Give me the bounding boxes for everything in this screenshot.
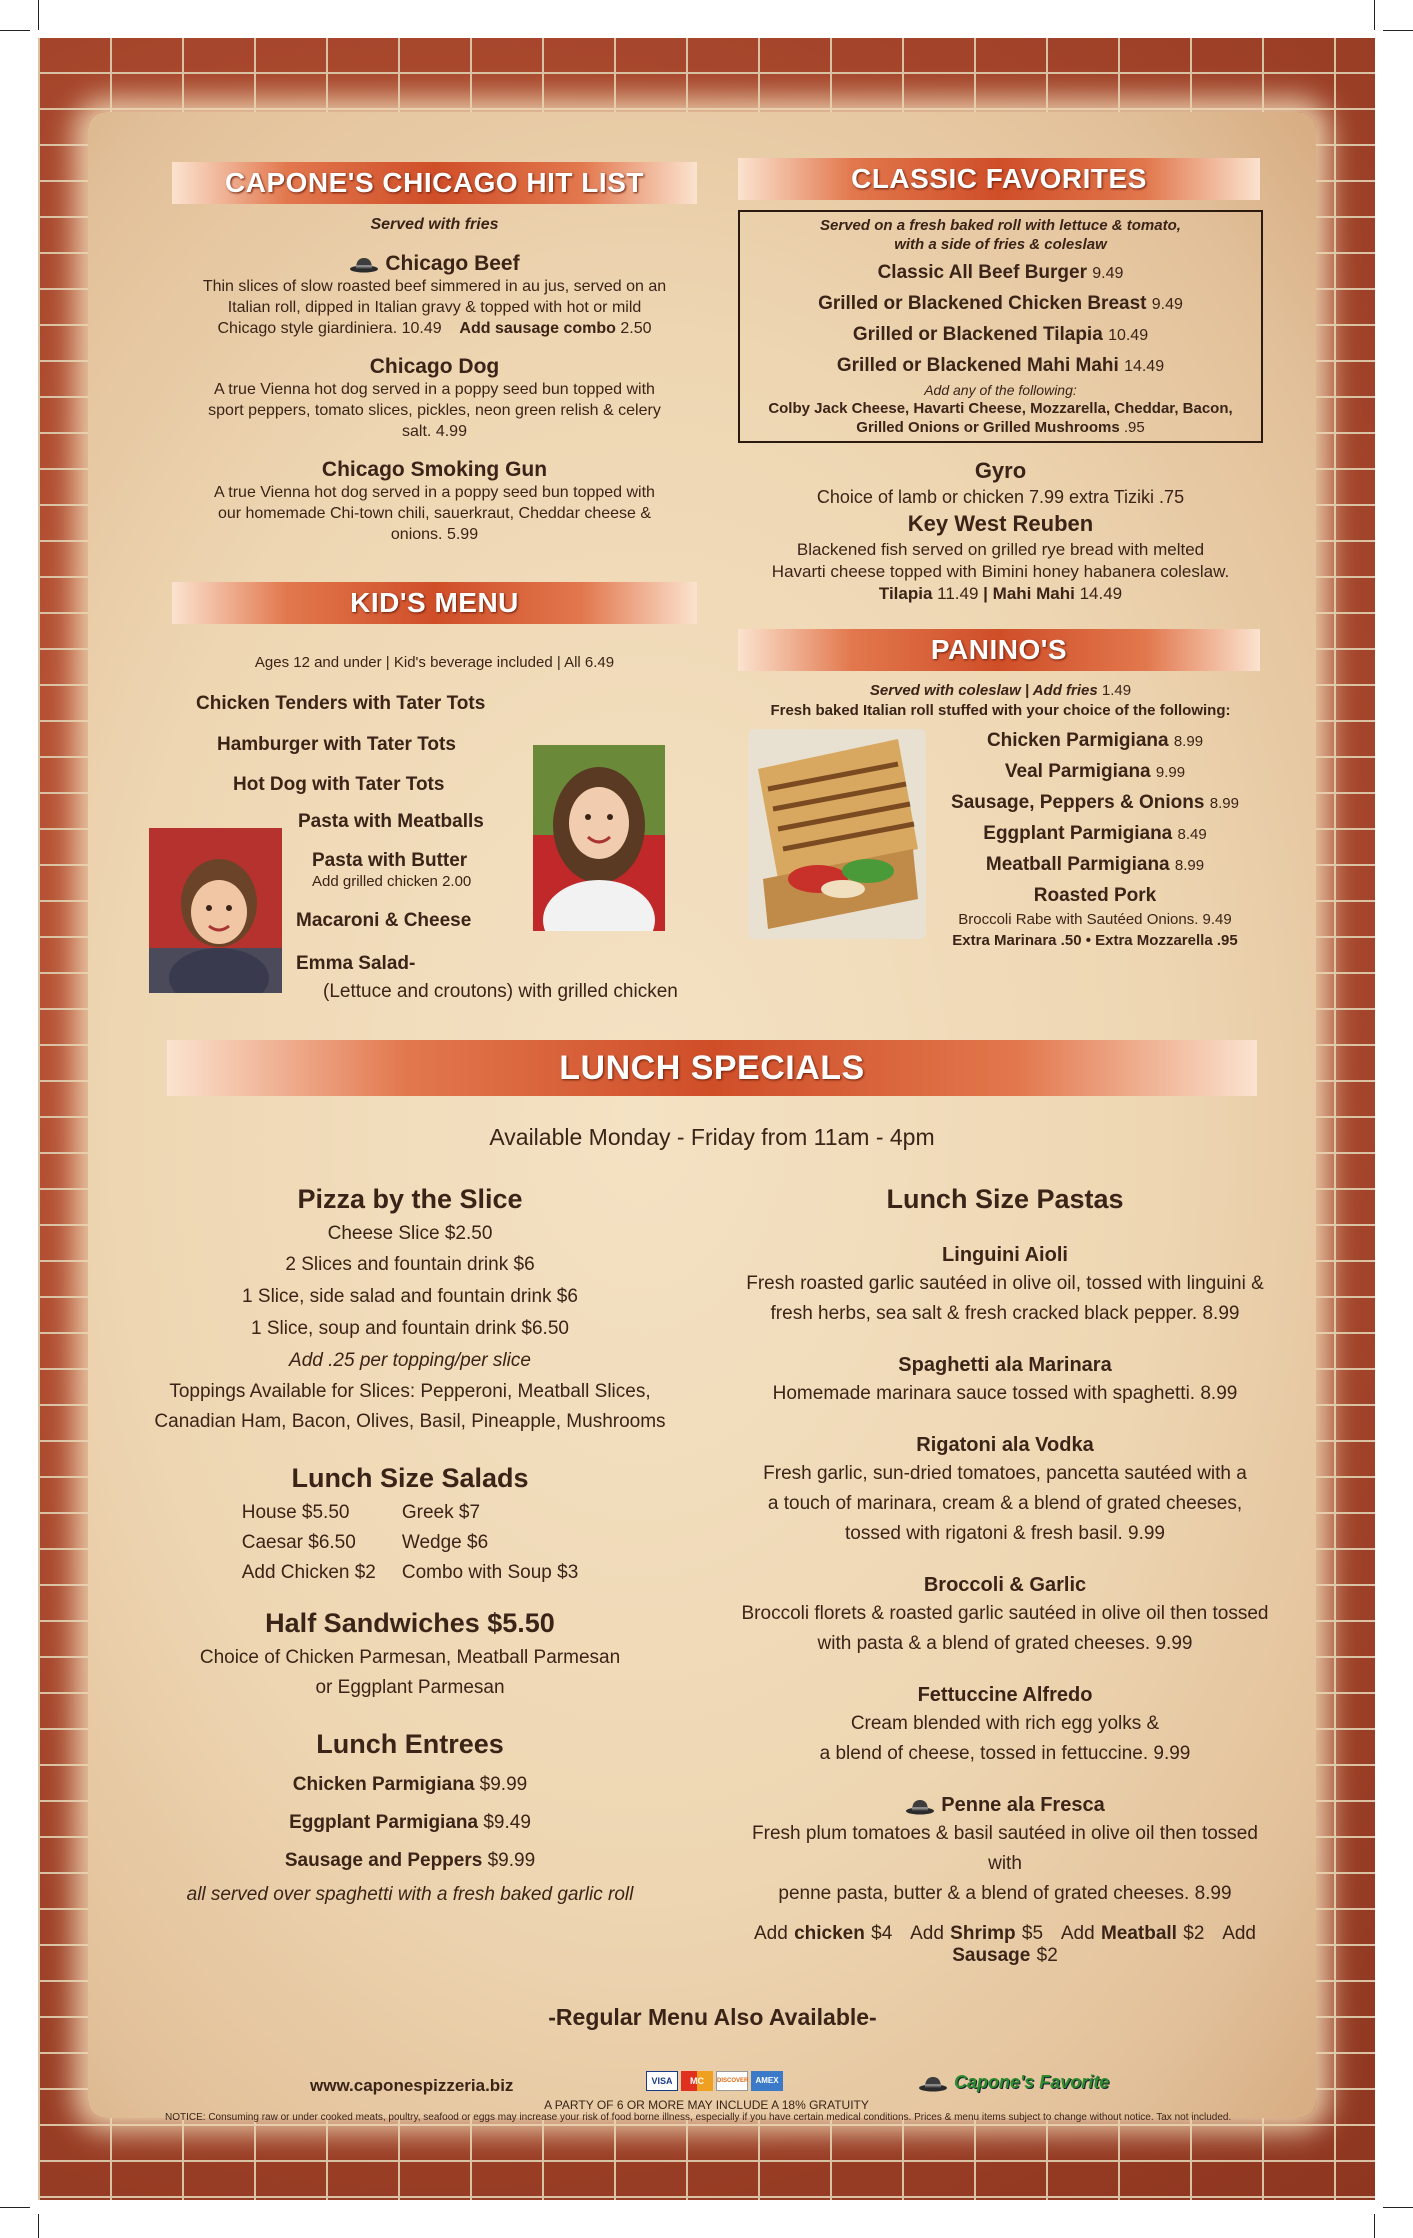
item-price: 8.99 [1209, 795, 1239, 812]
pasta-desc: Fresh roasted garlic sautéed in olive oil, tossed with linguini & [746, 1273, 1264, 1294]
favorite-label: Capone's Favorite [954, 2072, 1110, 2092]
addon-name: Shrimp [950, 1923, 1016, 1944]
girl-portrait-image [149, 828, 282, 993]
crop-mark [1374, 0, 1375, 30]
entrees-note: all served over spaghetti with a fresh baked garlic roll [186, 1884, 634, 1905]
amex-card-icon: AMEX [751, 2071, 783, 2091]
pasta-name: Broccoli & Garlic [923, 1574, 1087, 1596]
kids-banner: KID'S MENU [172, 582, 697, 624]
lunch-right-column [735, 1166, 1275, 1967]
crop-mark [1383, 2207, 1413, 2208]
pasta-desc: Fresh garlic, sun-dried tomatoes, pancetta sautéed with a [763, 1463, 1247, 1484]
pasta-name: Rigatoni ala Vodka [916, 1434, 1094, 1456]
item-description: A true Vienna hot dog served in a poppy seed bun topped with sport peppers, tomato slices, pickles, neon green relish & celery salt. 4.99 [208, 381, 661, 440]
salads-title: Lunch Size Salads [291, 1463, 529, 1493]
regular-menu-note: -Regular Menu Also Available- [548, 2004, 877, 2030]
kids-item: Hot Dog with Tater Tots [233, 774, 445, 795]
pasta-addons [735, 1923, 1275, 1967]
pasta-name: Penne ala Fresca [941, 1794, 1105, 1816]
item-price: 14.49 [1124, 358, 1165, 375]
addons-list: Colby Jack Cheese, Havarti Cheese, Mozzarella, Cheddar, Bacon, [768, 400, 1233, 417]
kids-item-note: (Lettuce and croutons) with grilled chicken [323, 981, 678, 1002]
addon-price: $2 [1036, 1945, 1058, 1966]
addon-price: $4 [871, 1923, 893, 1944]
separator: | [983, 584, 988, 603]
payment-cards [646, 2071, 783, 2091]
kids-item: Emma Salad- [296, 953, 416, 974]
pasta-desc: Cream blended with rich egg yolks & [850, 1713, 1160, 1734]
salad-option: House $5.50 [241, 1502, 350, 1523]
salad-option: Combo with Soup $3 [401, 1562, 579, 1583]
pork-desc: Broccoli Rabe with Sautéed Onions. 9.49 [958, 911, 1232, 928]
item-price: 9.49 [1151, 296, 1183, 313]
classic-subtitle: Served on a fresh baked roll with lettuce & tomato, [820, 217, 1181, 234]
price-label: Tilapia [878, 584, 933, 603]
pasta-desc: with pasta & a blend of grated cheeses. 9.99 [817, 1633, 1193, 1654]
classic-item [740, 320, 1261, 351]
reuben-desc: Blackened fish served on grilled rye bread with melted [796, 540, 1205, 559]
classic-item [740, 258, 1261, 289]
hit-list-banner: CAPONE'S CHICAGO HIT LIST [172, 162, 697, 204]
paninos-banner: PANINO'S [738, 629, 1260, 671]
paninos-subtitle [738, 682, 1263, 699]
item-desc-text: Thin slices of slow roasted beef simmered in au jus, served on an Italian roll, dipped in Italian gravy & topped with hot or mild Chicago style giardiniera. 10.49 [202, 278, 667, 337]
hit-list-subtitle: Served with fries [370, 216, 499, 233]
pizza-line: Cheese Slice $2.50 [327, 1223, 493, 1244]
panino-item [930, 850, 1260, 881]
item-extra: Add sausage combo [459, 320, 616, 337]
kids-item-note: Add grilled chicken 2.00 [312, 873, 472, 890]
item-price: 9.99 [1155, 764, 1186, 781]
item-name: Chicago Beef [385, 252, 520, 275]
pasta-desc: a blend of cheese, tossed in fettuccine. 9.99 [819, 1743, 1191, 1764]
item-name: Sausage and Peppers [284, 1850, 483, 1871]
item-price: $9.99 [479, 1774, 528, 1795]
gyro-title: Gyro [974, 458, 1027, 483]
item-name: Chicken Parmigiana [292, 1774, 475, 1795]
addon-prefix: Add [1060, 1923, 1095, 1944]
pasta-desc: a touch of marinara, cream & a blend of grated cheeses, [767, 1493, 1243, 1514]
kids-item: Macaroni & Cheese [296, 910, 472, 931]
addons-label: Add any of the following: [924, 382, 1077, 398]
reuben-title: Key West Reuben [907, 511, 1094, 536]
pasta-name: Spaghetti ala Marinara [898, 1354, 1112, 1376]
toppings-list: Canadian Ham, Bacon, Olives, Basil, Pineapple, Mushrooms [154, 1411, 666, 1432]
addons-price: .95 [1123, 419, 1145, 436]
lunch-availability: Available Monday - Friday from 11am - 4pm [489, 1124, 935, 1150]
addon-prefix: Add [910, 1923, 944, 1944]
gyro-reuben-section [738, 457, 1263, 605]
item-name: Grilled or Blackened Mahi Mahi [836, 355, 1119, 376]
price-value: 11.49 [937, 584, 979, 603]
item-price: 10.49 [1108, 327, 1149, 344]
capones-favorite-badge [918, 2072, 1109, 2093]
fedora-hat-icon [905, 1797, 935, 1815]
fedora-hat-icon [918, 2074, 948, 2092]
pasta-desc: fresh herbs, sea salt & fresh cracked black pepper. 8.99 [770, 1303, 1240, 1324]
item-name: Veal Parmigiana [1004, 761, 1151, 782]
item-name: Eggplant Parmigiana [983, 823, 1173, 844]
addons-text: Grilled Onions or Grilled Mushrooms [856, 419, 1120, 436]
pasta-desc: Broccoli florets & roasted garlic sautéed in olive oil then tossed [741, 1603, 1269, 1624]
subtitle-price: 1.49 [1101, 682, 1132, 699]
toppings-list: Toppings Available for Slices: Pepperoni, Meatball Slices, [169, 1381, 651, 1402]
paninos-list [930, 726, 1260, 953]
discover-card-icon: DISCOVER [716, 2071, 748, 2091]
lunch-banner: LUNCH SPECIALS [167, 1040, 1257, 1096]
reuben-prices [738, 583, 1263, 605]
item-price: 8.49 [1177, 826, 1207, 843]
sandwiches-title: Half Sandwiches $5.50 [265, 1608, 555, 1638]
item-name: Chicago Dog [369, 355, 500, 378]
salad-option: Wedge $6 [401, 1532, 489, 1553]
pasta-desc: Homemade marinara sauce tossed with spaghetti. 8.99 [772, 1383, 1238, 1404]
salad-option: Add Chicken $2 [241, 1562, 376, 1583]
kids-item: Pasta with Butter [312, 850, 468, 871]
kids-item: Chicken Tenders with Tater Tots [196, 693, 486, 714]
item-price: 8.99 [1173, 733, 1204, 750]
panini-sandwich-image [748, 729, 926, 939]
item-name: Grilled or Blackened Chicken Breast [818, 293, 1147, 314]
panino-item [930, 757, 1260, 788]
salad-option: Greek $7 [401, 1502, 481, 1523]
lunch-left-column [150, 1166, 670, 1910]
item-name: Chicago Smoking Gun [321, 458, 548, 481]
gratuity-note: A PARTY OF 6 OR MORE MAY INCLUDE A 18% GRATUITY [544, 2098, 869, 2112]
girl-photo-large [533, 745, 665, 931]
panino-item [930, 881, 1260, 911]
addon-price: $2 [1183, 1923, 1205, 1944]
item-price: 9.49 [1092, 265, 1124, 282]
entree-item [150, 1766, 670, 1804]
crop-mark [0, 2207, 30, 2208]
pizza-line: 1 Slice, side salad and fountain drink $6 [242, 1286, 578, 1307]
panino-extras: Extra Marinara .50 • Extra Mozzarella .95 [952, 932, 1238, 949]
item-price: $9.99 [487, 1850, 536, 1871]
item-name: Roasted Pork [1033, 885, 1157, 906]
item-name: Meatball Parmigiana [985, 854, 1170, 875]
salads-grid [150, 1498, 670, 1588]
item-name: Chicken Parmigiana [986, 730, 1169, 751]
mastercard-icon: MC [681, 2071, 713, 2091]
website-link[interactable]: www.caponespizzeria.biz [310, 2076, 514, 2095]
item-name: Sausage, Peppers & Onions [951, 792, 1205, 813]
item-name: Grilled or Blackened Tilapia [852, 324, 1103, 345]
addon-name: Meatball [1100, 1923, 1177, 1944]
entrees-title: Lunch Entrees [316, 1729, 504, 1759]
salads-left-col [242, 1498, 376, 1588]
item-name: Eggplant Parmigiana [289, 1812, 479, 1833]
pasta-title-row [735, 1791, 1275, 1819]
classic-item [740, 351, 1261, 382]
price-label: Mahi Mahi [992, 584, 1075, 603]
item-name: Classic All Beef Burger [877, 262, 1087, 283]
addons-list [740, 418, 1261, 437]
reuben-desc: Havarti cheese topped with Bimini honey habanera coleslaw. [771, 562, 1230, 581]
entree-item [150, 1804, 670, 1842]
panino-item [930, 788, 1260, 819]
item-extra-price: 2.50 [620, 320, 652, 337]
kids-subtitle: Ages 12 and under | Kid's beverage included | All 6.49 [254, 654, 615, 671]
pizza-title: Pizza by the Slice [297, 1184, 523, 1214]
pasta-desc: tossed with rigatoni & fresh basil. 9.99 [844, 1523, 1165, 1544]
kids-item: Hamburger with Tater Tots [217, 734, 456, 755]
entree-item [150, 1842, 670, 1880]
item-description [172, 276, 697, 339]
item-price: $9.49 [483, 1812, 531, 1833]
hit-list-section [172, 216, 697, 545]
classic-banner: CLASSIC FAVORITES [738, 158, 1260, 200]
price-value: 14.49 [1079, 584, 1123, 603]
pizza-line: 1 Slice, soup and fountain drink $6.50 [251, 1318, 569, 1339]
classic-subtitle: with a side of fries & coleslaw [894, 236, 1107, 253]
addon-name: Sausage [952, 1945, 1031, 1966]
subtitle-text: Served with coleslaw | Add fries [869, 682, 1098, 699]
pasta-name: Fettuccine Alfredo [917, 1684, 1093, 1706]
paninos-subtitle: Fresh baked Italian roll stuffed with your choice of the following: [770, 702, 1231, 719]
crop-mark [38, 2214, 39, 2238]
salads-right-col [402, 1498, 578, 1588]
item-price: 8.99 [1174, 857, 1205, 874]
health-notice: NOTICE: Consuming raw or under cooked meats, poultry, seafood or eggs may increase your risk of food borne illness, especially if you have certain medical conditions. Prices & menu items subject to change without notice. Tax not included. [165, 2112, 1232, 2123]
addon-price: $5 [1021, 1923, 1044, 1944]
girl-portrait-image [533, 745, 665, 931]
classic-box [738, 210, 1263, 443]
pasta-desc: penne pasta, butter & a blend of grated cheeses. 8.99 [778, 1883, 1232, 1904]
sandwiches-desc: or Eggplant Parmesan [315, 1677, 505, 1698]
gyro-desc: Choice of lamb or chicken 7.99 extra Tiziki .75 [816, 487, 1185, 507]
kids-item: Pasta with Meatballs [298, 811, 484, 832]
pastas-title: Lunch Size Pastas [886, 1184, 1124, 1214]
salad-option: Caesar $6.50 [241, 1532, 356, 1553]
pizza-line: 2 Slices and fountain drink $6 [285, 1254, 535, 1275]
addon-prefix: Add [1222, 1923, 1256, 1944]
sandwiches-desc: Choice of Chicken Parmesan, Meatball Parmesan [199, 1647, 621, 1668]
pasta-desc: Fresh plum tomatoes & basil sautéed in olive oil then tossed with [752, 1823, 1258, 1874]
classic-item [740, 289, 1261, 320]
crop-mark [38, 0, 39, 30]
pasta-name: Linguini Aioli [942, 1244, 1068, 1266]
visa-card-icon: VISA [646, 2071, 678, 2091]
fedora-hat-icon [349, 255, 379, 273]
crop-mark [1374, 2214, 1375, 2238]
item-description: A true Vienna hot dog served in a poppy seed bun topped with our homemade Chi-town chili, sauerkraut, Cheddar cheese & onions. 5.99 [214, 484, 655, 543]
topping-note: Add .25 per topping/per slice [289, 1350, 531, 1371]
crop-mark [1383, 30, 1413, 31]
addon-prefix: Add [754, 1923, 788, 1944]
panino-item [930, 726, 1260, 757]
crop-mark [0, 30, 30, 31]
panino-item [930, 819, 1260, 850]
menu-item-title [172, 252, 697, 276]
addon-name: chicken [794, 1923, 865, 1944]
girl-photo-small [149, 828, 282, 993]
panini-photo [748, 729, 926, 939]
